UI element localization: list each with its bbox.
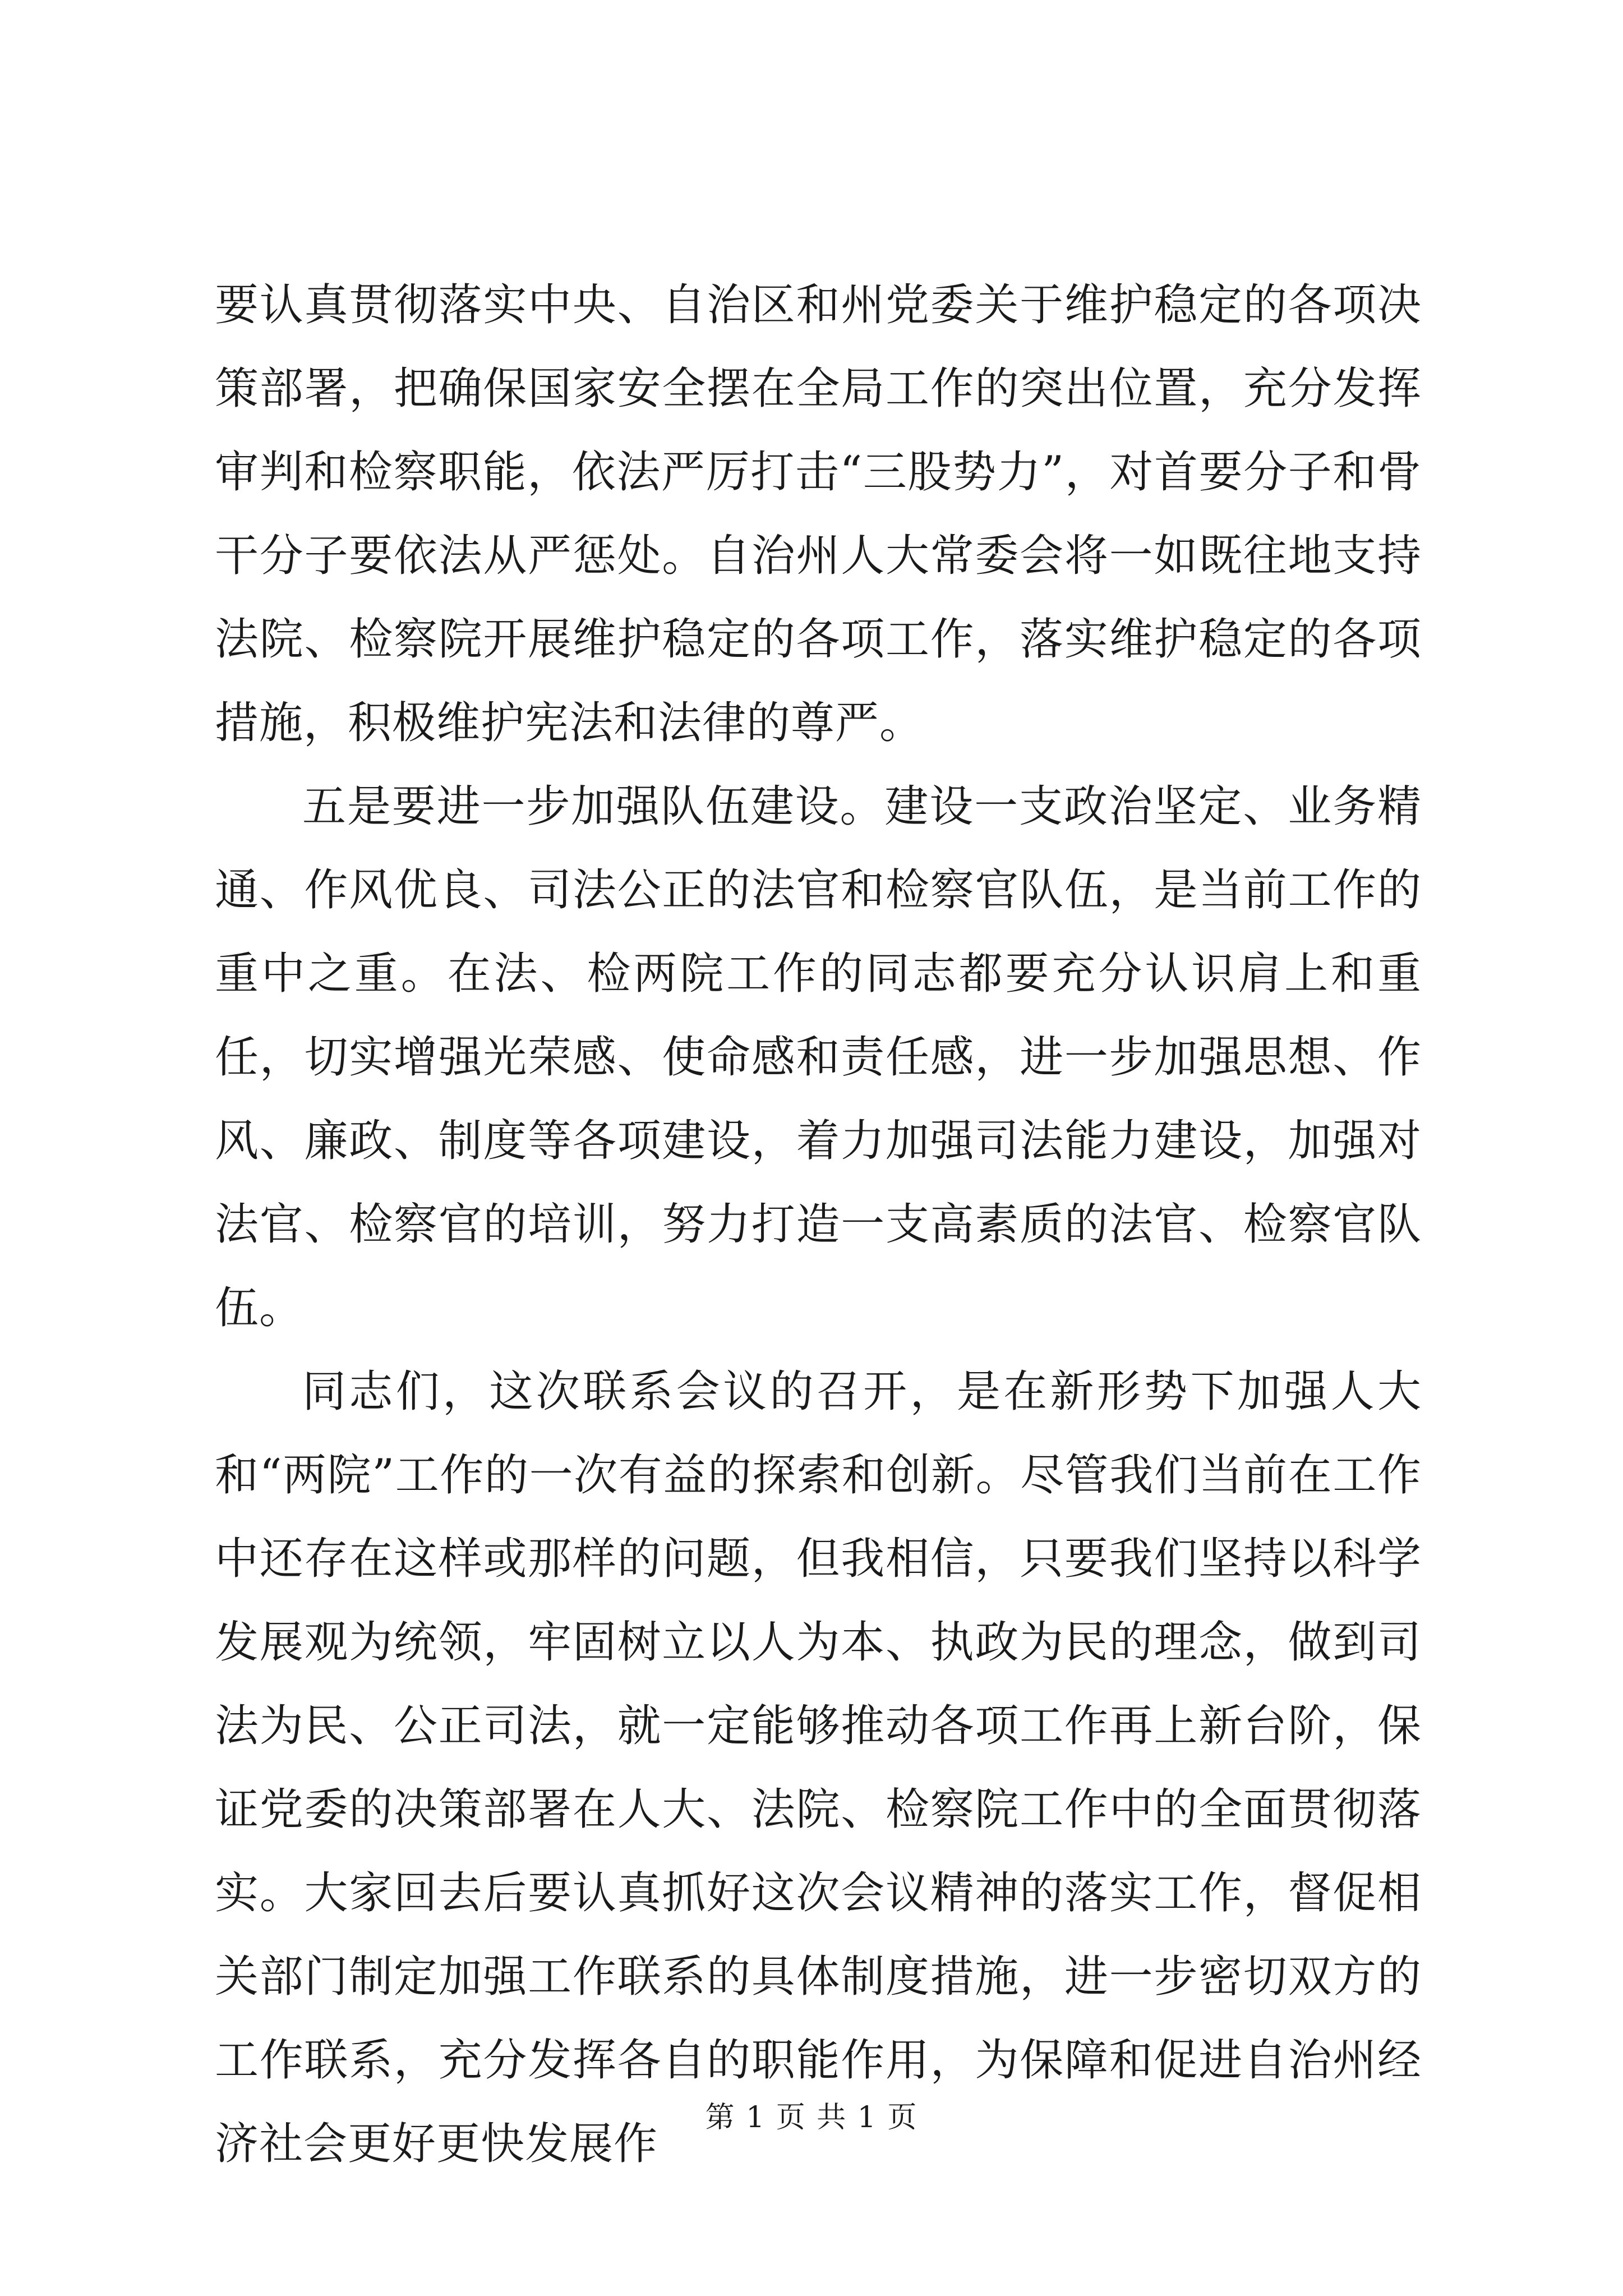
paragraph-team-building: 五是要进一步加强队伍建设。建设一支政治坚定、业务精通、作风优良、司法公正的法官和检察官队伍，是当前工作的重中之重。在法、检两院工作的同志都要充分认识肩上和重任，切实增强光荣感、使命感和责任感，进一步加强思想、作风、廉政、制度等各项建设，着力加强司法能力建设，加强对法官、检察官的培训，努力打造一支高素质的法官、检察官队伍。 [215, 781, 1422, 1333]
document-body [215, 264, 1422, 2186]
page-number-footer: 第 1 页 共 1 页 [705, 2101, 918, 2134]
paragraph-continuation: 要认真贯彻落实中央、自治区和州党委关于维护稳定的各项决策部署，把确保国家安全摆在全局工作的突出位置，充分发挥审判和检察职能，依法严厉打击“三股势力”，对首要分子和骨干分子要依法从严惩处。自治州人大常委会将一如既往地支持法院、检察院开展维护稳定的各项工作，落实维护稳定的各项措施，积极维护宪法和法律的尊严。 [215, 280, 1422, 748]
paragraph-closing-remarks: 同志们，这次联系会议的召开，是在新形势下加强人大和“两院”工作的一次有益的探索和创新。尽管我们当前在工作中还存在这样或那样的问题，但我相信，只要我们坚持以科学发展观为统领，牢固树立以人为本、执政为民的理念，做到司法为民、公正司法，就一定能够推动各项工作再上新台阶，保证党委的决策部署在人大、法院、检察院工作中的全面贯彻落实。大家回去后要认真抓好这次会议精神的落实工作，督促相关部门制定加强工作联系的具体制度措施，进一步密切双方的工作联系，充分发挥各自的职能作用，为保障和促进自治州经济社会更好更快发展作 [215, 1366, 1422, 2169]
